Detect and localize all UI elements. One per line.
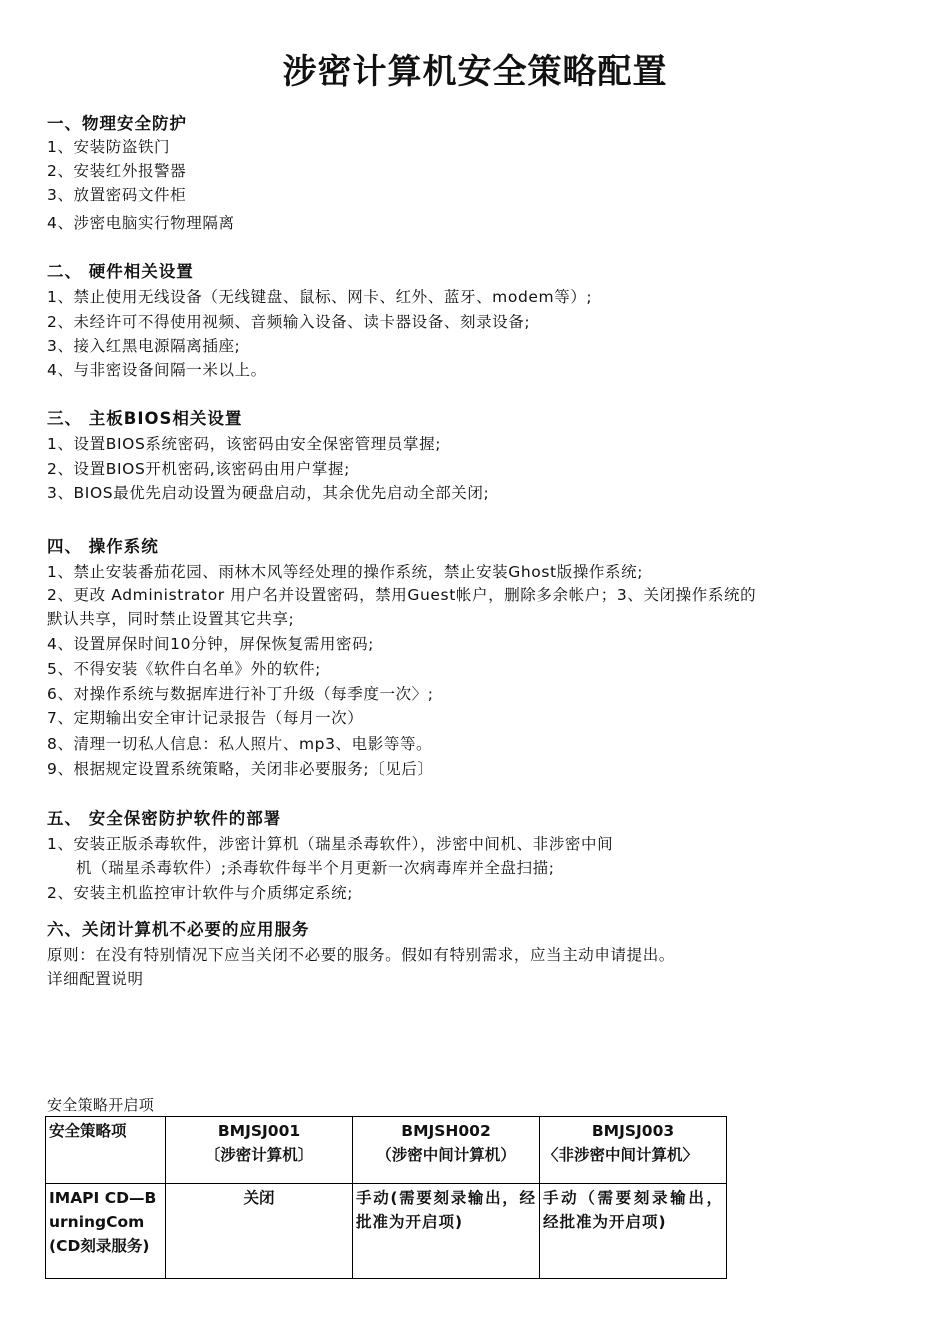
header-cell-bmjsj001 [166, 1117, 353, 1184]
list-item: 4、与非密设备间隔一米以上。 [47, 361, 267, 379]
section-heading-security-software: 五、 安全保密防护软件的部署 [47, 809, 282, 828]
header-label: 安全策略项 [49, 1122, 127, 1140]
header-code: BMJSH002 [401, 1122, 491, 1140]
list-item: 3、BIOS最优先启动设置为硬盘启动，其余优先启动全部关闭; [47, 484, 490, 502]
table-row [46, 1184, 727, 1279]
list-item: 3、放置密码文件柜 [47, 186, 187, 204]
principle-text: 原则：在没有特别情况下应当关闭不必要的服务。假如有特别需求，应当主动申请提出。 [47, 946, 675, 964]
list-item: 默认共享，同时禁止设置其它共享; [47, 610, 295, 628]
header-code: BMJSJ001 [217, 1122, 301, 1140]
list-item: 5、不得安装《软件白名单》外的软件; [47, 660, 321, 678]
list-item: 2、安装红外报警器 [47, 162, 187, 180]
header-cell-policy-item [46, 1117, 166, 1184]
list-item: 1、设置BIOS系统密码，该密码由安全保密管理员掌握; [47, 435, 442, 453]
list-item: 1、禁止安装番茄花园、雨林木风等经处理的操作系统，禁止安装Ghost版操作系统; [47, 563, 644, 581]
list-item: 6、对操作系统与数据库进行补丁升级（每季度一次〉; [47, 685, 434, 703]
list-item: 2、设置BIOS开机密码,该密码由用户掌握; [47, 460, 350, 478]
table-cell-bmjsj001: 关闭 [166, 1184, 353, 1279]
page-title: 涉密计算机安全策略配置 [282, 52, 668, 92]
list-item: 1、安装防盗铁门 [47, 138, 171, 156]
list-item: 1、安装正版杀毒软件，涉密计算机（瑞星杀毒软件），涉密中间机、非涉密中间 [47, 835, 614, 853]
list-item: 9、根据规定设置系统策略，关闭非必要服务;〔见后〕 [47, 760, 434, 778]
list-item: 2、安装主机监控审计软件与介质绑定系统; [47, 884, 354, 902]
table-cell-bmjsj003: 手动（需要刻录输出，经批准为开启项) [540, 1184, 727, 1279]
header-cell-bmjsh002 [353, 1117, 540, 1184]
header-desc: （涉密中间计算机） [376, 1146, 516, 1164]
list-item: 3、接入红黑电源隔离插座; [47, 337, 241, 355]
section-heading-os: 四、 操作系统 [47, 537, 159, 556]
table-cell-bmjsh002: 手动(需要刻录输出，经批准为开启项) [353, 1184, 540, 1279]
list-item-continuation: 机（瑞星杀毒软件）;杀毒软件每半个月更新一次病毒库并全盘扫描; [76, 859, 555, 877]
list-item: 4、设置屏保时间10分钟，屏保恢复需用密码; [47, 635, 375, 653]
detail-config-note: 详细配置说明 [47, 970, 144, 988]
table-cell-policy: IMAPI CD—BurningCom (CD刻录服务) [46, 1184, 166, 1279]
header-cell-bmjsj003 [540, 1117, 727, 1184]
list-item: 8、清理一切私人信息：私人照片、mp3、电影等等。 [47, 735, 433, 753]
section-heading-bios: 三、 主板BIOS相关设置 [47, 409, 243, 428]
list-item: 4、涉密电脑实行物理隔离 [47, 214, 235, 232]
list-item: 2、未经许可不得使用视频、音频输入设备、读卡器设备、刻录设备; [47, 313, 531, 331]
list-item: 2、更改 Administrator 用户名并设置密码，禁用Guest帐户，删除多余帐户；3、关闭操作系统的 [47, 586, 757, 604]
list-item: 1、禁止使用无线设备（无线键盘、鼠标、网卡、红外、蓝牙、modem等）; [47, 288, 593, 306]
header-code: BMJSJ003 [591, 1122, 675, 1140]
section-heading-physical: 一、物理安全防护 [47, 114, 187, 133]
header-desc: 〔涉密计算机〕 [204, 1146, 314, 1164]
table-header-row [46, 1117, 727, 1184]
header-desc: 〈非涉密中间计算机〉 [543, 1146, 699, 1164]
list-item: 7、定期输出安全审计记录报告（每月一次） [47, 709, 364, 727]
section-heading-services: 六、关闭计算机不必要的应用服务 [47, 920, 310, 939]
section-heading-hardware: 二、 硬件相关设置 [47, 262, 194, 281]
table-caption: 安全策略开启项 [47, 1096, 155, 1114]
policy-table [45, 1116, 727, 1279]
